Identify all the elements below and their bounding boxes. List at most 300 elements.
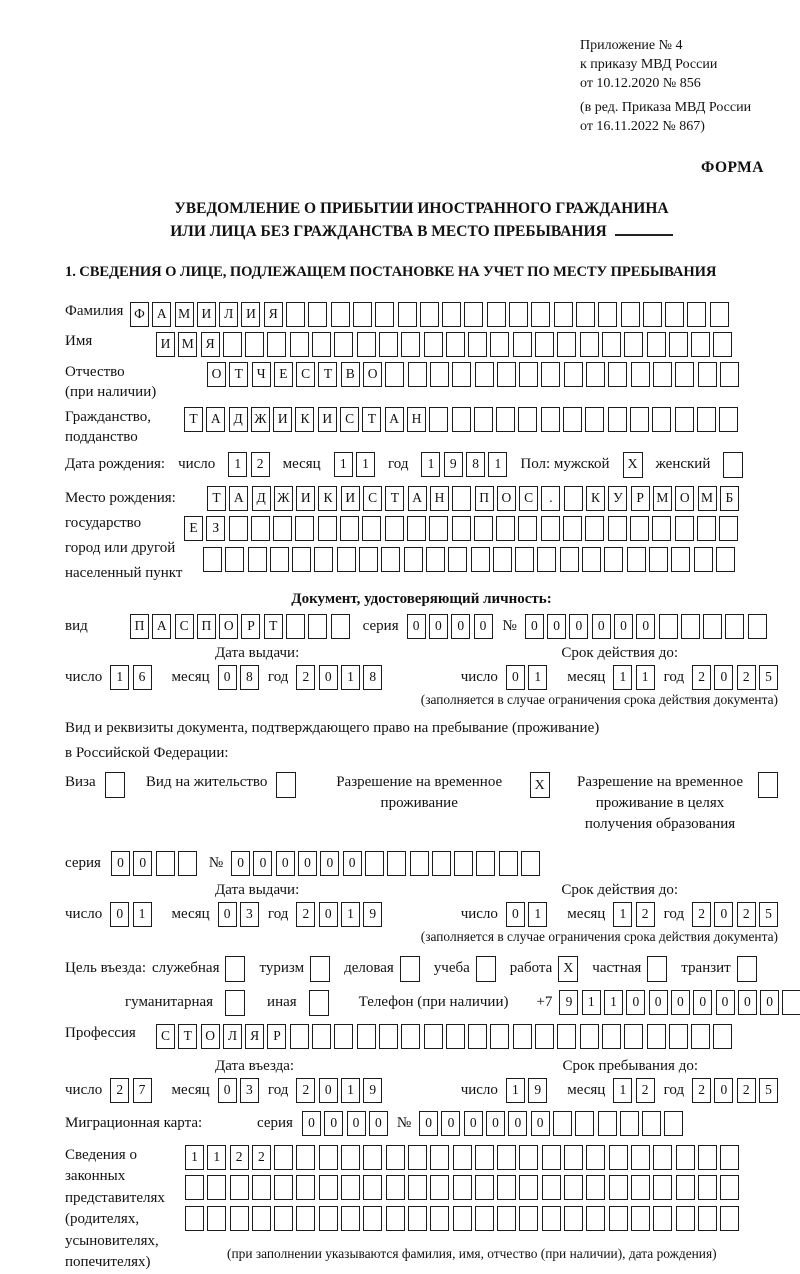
checkbox-residence-permit[interactable] <box>276 772 296 798</box>
char-cell[interactable] <box>341 1206 360 1231</box>
checkbox-private[interactable] <box>647 956 667 982</box>
char-cell[interactable]: Я <box>245 1024 264 1049</box>
char-cell[interactable] <box>725 614 744 639</box>
char-cell[interactable]: 0 <box>343 851 362 876</box>
char-cell[interactable]: М <box>175 302 194 327</box>
char-cell[interactable]: 5 <box>759 665 778 690</box>
char-cell[interactable] <box>408 1175 427 1200</box>
char-cell[interactable]: О <box>201 1024 220 1049</box>
char-cell[interactable] <box>493 547 512 572</box>
char-cell[interactable] <box>267 332 286 357</box>
char-cell[interactable]: 0 <box>531 1111 550 1136</box>
char-cell[interactable] <box>521 851 540 876</box>
char-cell[interactable] <box>429 516 448 541</box>
char-cell[interactable] <box>513 332 532 357</box>
char-cell[interactable]: 1 <box>528 902 547 927</box>
char-cell[interactable]: 2 <box>230 1145 249 1170</box>
char-cell[interactable] <box>381 547 400 572</box>
char-cell[interactable]: 0 <box>636 614 655 639</box>
char-cell[interactable]: Т <box>264 614 283 639</box>
char-cell[interactable] <box>292 547 311 572</box>
char-cell[interactable]: 1 <box>185 1145 204 1170</box>
char-cell[interactable] <box>387 851 406 876</box>
char-cell[interactable] <box>535 1024 554 1049</box>
char-cell[interactable]: В <box>341 362 360 387</box>
char-cell[interactable] <box>541 362 560 387</box>
char-cell[interactable]: 7 <box>133 1078 152 1103</box>
char-cell[interactable] <box>230 1206 249 1231</box>
char-cell[interactable] <box>609 1145 628 1170</box>
char-cell[interactable] <box>557 332 576 357</box>
char-cell[interactable] <box>631 1175 650 1200</box>
char-cell[interactable]: 0 <box>486 1111 505 1136</box>
char-cell[interactable]: С <box>519 486 538 511</box>
char-cell[interactable]: Ж <box>274 486 293 511</box>
doc-expiry-day-field[interactable] <box>506 665 547 690</box>
char-cell[interactable]: С <box>156 1024 175 1049</box>
char-cell[interactable]: Л <box>223 1024 242 1049</box>
char-cell[interactable]: 2 <box>296 1078 315 1103</box>
char-cell[interactable]: 2 <box>252 1145 271 1170</box>
char-cell[interactable] <box>363 1206 382 1231</box>
char-cell[interactable]: 0 <box>218 902 237 927</box>
doc-expiry-year-field[interactable] <box>692 665 778 690</box>
char-cell[interactable]: 1 <box>421 452 440 477</box>
char-cell[interactable]: О <box>497 486 516 511</box>
char-cell[interactable] <box>585 516 604 541</box>
char-cell[interactable]: 0 <box>525 614 544 639</box>
birth-place-field-line3[interactable] <box>203 547 735 572</box>
char-cell[interactable] <box>608 407 627 432</box>
char-cell[interactable]: О <box>675 486 694 511</box>
char-cell[interactable]: 0 <box>760 990 779 1015</box>
char-cell[interactable] <box>475 1145 494 1170</box>
char-cell[interactable]: 1 <box>207 1145 226 1170</box>
char-cell[interactable]: 0 <box>111 851 130 876</box>
char-cell[interactable] <box>468 1024 487 1049</box>
char-cell[interactable] <box>331 614 350 639</box>
char-cell[interactable] <box>564 362 583 387</box>
char-cell[interactable] <box>407 516 426 541</box>
char-cell[interactable] <box>647 1024 666 1049</box>
char-cell[interactable]: Ф <box>130 302 149 327</box>
char-cell[interactable] <box>442 302 461 327</box>
char-cell[interactable]: 0 <box>508 1111 527 1136</box>
char-cell[interactable]: Н <box>407 407 426 432</box>
char-cell[interactable] <box>518 516 537 541</box>
char-cell[interactable]: Т <box>385 486 404 511</box>
char-cell[interactable]: Т <box>318 362 337 387</box>
char-cell[interactable]: О <box>207 362 226 387</box>
char-cell[interactable] <box>286 614 305 639</box>
char-cell[interactable] <box>609 1175 628 1200</box>
char-cell[interactable]: 0 <box>419 1111 438 1136</box>
char-cell[interactable] <box>319 1175 338 1200</box>
char-cell[interactable]: 9 <box>528 1078 547 1103</box>
char-cell[interactable] <box>535 332 554 357</box>
char-cell[interactable] <box>609 1206 628 1231</box>
char-cell[interactable]: 0 <box>218 1078 237 1103</box>
char-cell[interactable] <box>649 547 668 572</box>
char-cell[interactable] <box>357 1024 376 1049</box>
stay-month-field[interactable] <box>613 1078 654 1103</box>
char-cell[interactable]: С <box>340 407 359 432</box>
representatives-field-line1[interactable] <box>185 1145 739 1170</box>
char-cell[interactable] <box>432 851 451 876</box>
char-cell[interactable]: Я <box>201 332 220 357</box>
char-cell[interactable]: 1 <box>582 990 601 1015</box>
char-cell[interactable]: Н <box>430 486 449 511</box>
char-cell[interactable] <box>430 362 449 387</box>
char-cell[interactable] <box>782 990 800 1015</box>
checkbox-tourism[interactable] <box>310 956 330 982</box>
doc-expiry-month-field[interactable] <box>613 665 654 690</box>
char-cell[interactable] <box>676 1206 695 1231</box>
char-cell[interactable] <box>223 332 242 357</box>
char-cell[interactable] <box>379 332 398 357</box>
char-cell[interactable] <box>296 1145 315 1170</box>
char-cell[interactable] <box>576 302 595 327</box>
char-cell[interactable] <box>319 1206 338 1231</box>
char-cell[interactable] <box>420 302 439 327</box>
char-cell[interactable] <box>564 1206 583 1231</box>
doc-issue-year-field[interactable] <box>296 665 382 690</box>
checkbox-business[interactable] <box>400 956 420 982</box>
given-name-field[interactable] <box>156 332 732 357</box>
char-cell[interactable] <box>156 851 175 876</box>
char-cell[interactable] <box>487 302 506 327</box>
char-cell[interactable] <box>229 516 248 541</box>
char-cell[interactable] <box>295 516 314 541</box>
char-cell[interactable]: А <box>152 614 171 639</box>
phone-field[interactable] <box>559 990 800 1015</box>
patronymic-field[interactable] <box>207 362 739 387</box>
char-cell[interactable] <box>608 516 627 541</box>
char-cell[interactable]: Ч <box>252 362 271 387</box>
char-cell[interactable]: С <box>296 362 315 387</box>
char-cell[interactable]: Т <box>207 486 226 511</box>
char-cell[interactable] <box>608 362 627 387</box>
char-cell[interactable]: 2 <box>296 902 315 927</box>
char-cell[interactable] <box>691 332 710 357</box>
char-cell[interactable]: 9 <box>444 452 463 477</box>
char-cell[interactable] <box>720 1175 739 1200</box>
char-cell[interactable] <box>542 1175 561 1200</box>
char-cell[interactable]: 2 <box>737 902 756 927</box>
char-cell[interactable] <box>446 332 465 357</box>
char-cell[interactable]: 0 <box>298 851 317 876</box>
char-cell[interactable] <box>694 547 713 572</box>
char-cell[interactable]: И <box>273 407 292 432</box>
char-cell[interactable] <box>560 547 579 572</box>
char-cell[interactable]: 1 <box>613 1078 632 1103</box>
char-cell[interactable] <box>290 1024 309 1049</box>
char-cell[interactable] <box>207 1175 226 1200</box>
char-cell[interactable] <box>497 362 516 387</box>
char-cell[interactable] <box>675 407 694 432</box>
char-cell[interactable] <box>497 1175 516 1200</box>
checkbox-transit[interactable] <box>737 956 757 982</box>
char-cell[interactable]: 0 <box>506 665 525 690</box>
char-cell[interactable] <box>334 1024 353 1049</box>
char-cell[interactable]: А <box>152 302 171 327</box>
char-cell[interactable] <box>401 1024 420 1049</box>
char-cell[interactable] <box>665 302 684 327</box>
char-cell[interactable] <box>424 1024 443 1049</box>
char-cell[interactable]: Я <box>264 302 283 327</box>
char-cell[interactable]: . <box>541 486 560 511</box>
char-cell[interactable] <box>671 547 690 572</box>
char-cell[interactable] <box>359 547 378 572</box>
citizenship-field[interactable] <box>184 407 738 432</box>
char-cell[interactable] <box>430 1175 449 1200</box>
char-cell[interactable]: А <box>229 486 248 511</box>
char-cell[interactable] <box>621 302 640 327</box>
char-cell[interactable] <box>386 1145 405 1170</box>
char-cell[interactable]: 0 <box>464 1111 483 1136</box>
char-cell[interactable] <box>490 1024 509 1049</box>
char-cell[interactable]: Р <box>241 614 260 639</box>
surname-field[interactable] <box>130 302 729 327</box>
char-cell[interactable] <box>653 1206 672 1231</box>
char-cell[interactable]: 2 <box>737 665 756 690</box>
char-cell[interactable] <box>476 851 495 876</box>
char-cell[interactable] <box>541 407 560 432</box>
char-cell[interactable] <box>653 1175 672 1200</box>
char-cell[interactable] <box>698 1206 717 1231</box>
birth-place-field-line1[interactable] <box>207 486 739 511</box>
doc-series-field[interactable] <box>407 614 493 639</box>
birth-day-field[interactable] <box>228 452 269 477</box>
char-cell[interactable] <box>474 516 493 541</box>
char-cell[interactable] <box>697 516 716 541</box>
char-cell[interactable] <box>452 516 471 541</box>
char-cell[interactable] <box>314 547 333 572</box>
char-cell[interactable]: С <box>175 614 194 639</box>
char-cell[interactable] <box>474 407 493 432</box>
char-cell[interactable] <box>604 547 623 572</box>
char-cell[interactable] <box>454 851 473 876</box>
char-cell[interactable] <box>408 1145 427 1170</box>
char-cell[interactable] <box>698 1175 717 1200</box>
char-cell[interactable] <box>513 1024 532 1049</box>
char-cell[interactable] <box>653 362 672 387</box>
char-cell[interactable] <box>602 1024 621 1049</box>
char-cell[interactable] <box>675 362 694 387</box>
char-cell[interactable] <box>178 851 197 876</box>
char-cell[interactable] <box>496 407 515 432</box>
char-cell[interactable] <box>586 362 605 387</box>
residence-expiry-month-field[interactable] <box>613 902 654 927</box>
char-cell[interactable] <box>519 1206 538 1231</box>
char-cell[interactable]: П <box>130 614 149 639</box>
char-cell[interactable]: 0 <box>276 851 295 876</box>
char-cell[interactable] <box>557 1024 576 1049</box>
char-cell[interactable]: 3 <box>240 902 259 927</box>
char-cell[interactable] <box>631 362 650 387</box>
char-cell[interactable] <box>185 1206 204 1231</box>
char-cell[interactable] <box>453 1145 472 1170</box>
char-cell[interactable]: 9 <box>363 1078 382 1103</box>
char-cell[interactable] <box>430 1206 449 1231</box>
char-cell[interactable]: Е <box>184 516 203 541</box>
char-cell[interactable]: 0 <box>649 990 668 1015</box>
char-cell[interactable]: Д <box>229 407 248 432</box>
char-cell[interactable] <box>676 1145 695 1170</box>
char-cell[interactable]: Ж <box>251 407 270 432</box>
char-cell[interactable] <box>582 547 601 572</box>
char-cell[interactable] <box>519 1175 538 1200</box>
char-cell[interactable]: И <box>341 486 360 511</box>
char-cell[interactable] <box>564 486 583 511</box>
char-cell[interactable]: М <box>178 332 197 357</box>
char-cell[interactable]: 1 <box>613 665 632 690</box>
char-cell[interactable] <box>270 547 289 572</box>
char-cell[interactable] <box>643 302 662 327</box>
char-cell[interactable] <box>318 516 337 541</box>
char-cell[interactable] <box>748 614 767 639</box>
char-cell[interactable] <box>401 332 420 357</box>
char-cell[interactable] <box>340 516 359 541</box>
char-cell[interactable] <box>203 547 222 572</box>
char-cell[interactable]: С <box>363 486 382 511</box>
char-cell[interactable] <box>542 1206 561 1231</box>
char-cell[interactable] <box>379 1024 398 1049</box>
char-cell[interactable] <box>385 516 404 541</box>
char-cell[interactable]: 9 <box>559 990 578 1015</box>
char-cell[interactable] <box>475 1175 494 1200</box>
char-cell[interactable]: 0 <box>716 990 735 1015</box>
char-cell[interactable] <box>446 1024 465 1049</box>
checkbox-temp-residence-education[interactable] <box>758 772 778 798</box>
char-cell[interactable]: 0 <box>110 902 129 927</box>
char-cell[interactable] <box>676 1175 695 1200</box>
char-cell[interactable] <box>669 332 688 357</box>
checkbox-male[interactable]: X <box>623 452 643 478</box>
char-cell[interactable] <box>363 1175 382 1200</box>
char-cell[interactable]: И <box>156 332 175 357</box>
entry-month-field[interactable] <box>218 1078 259 1103</box>
char-cell[interactable] <box>598 1111 617 1136</box>
char-cell[interactable]: А <box>385 407 404 432</box>
char-cell[interactable]: У <box>608 486 627 511</box>
char-cell[interactable] <box>452 407 471 432</box>
char-cell[interactable]: 0 <box>324 1111 343 1136</box>
char-cell[interactable] <box>586 1175 605 1200</box>
char-cell[interactable]: 9 <box>363 902 382 927</box>
char-cell[interactable]: 1 <box>488 452 507 477</box>
char-cell[interactable]: 2 <box>636 1078 655 1103</box>
char-cell[interactable] <box>453 1175 472 1200</box>
char-cell[interactable] <box>331 302 350 327</box>
char-cell[interactable] <box>631 1145 650 1170</box>
char-cell[interactable] <box>496 516 515 541</box>
char-cell[interactable]: К <box>586 486 605 511</box>
char-cell[interactable] <box>630 407 649 432</box>
char-cell[interactable] <box>245 332 264 357</box>
char-cell[interactable]: 0 <box>369 1111 388 1136</box>
char-cell[interactable] <box>541 516 560 541</box>
char-cell[interactable] <box>497 1145 516 1170</box>
char-cell[interactable] <box>468 332 487 357</box>
checkbox-study[interactable] <box>476 956 496 982</box>
entry-day-field[interactable] <box>110 1078 151 1103</box>
char-cell[interactable]: 1 <box>528 665 547 690</box>
char-cell[interactable]: 0 <box>302 1111 321 1136</box>
residence-series-field[interactable] <box>111 851 197 876</box>
char-cell[interactable]: 0 <box>592 614 611 639</box>
char-cell[interactable]: 0 <box>319 665 338 690</box>
profession-field[interactable] <box>156 1024 732 1049</box>
char-cell[interactable]: И <box>318 407 337 432</box>
char-cell[interactable] <box>713 1024 732 1049</box>
char-cell[interactable] <box>687 302 706 327</box>
char-cell[interactable] <box>334 332 353 357</box>
char-cell[interactable] <box>698 362 717 387</box>
char-cell[interactable]: 0 <box>671 990 690 1015</box>
char-cell[interactable] <box>341 1175 360 1200</box>
char-cell[interactable]: 1 <box>133 902 152 927</box>
doc-kind-field[interactable] <box>130 614 350 639</box>
char-cell[interactable] <box>499 851 518 876</box>
char-cell[interactable] <box>490 332 509 357</box>
char-cell[interactable] <box>296 1175 315 1200</box>
char-cell[interactable] <box>563 407 582 432</box>
char-cell[interactable] <box>424 332 443 357</box>
char-cell[interactable]: Е <box>274 362 293 387</box>
char-cell[interactable]: З <box>206 516 225 541</box>
char-cell[interactable] <box>586 1206 605 1231</box>
char-cell[interactable] <box>563 516 582 541</box>
char-cell[interactable]: 2 <box>692 665 711 690</box>
char-cell[interactable]: 0 <box>231 851 250 876</box>
checkbox-other[interactable] <box>309 990 329 1016</box>
char-cell[interactable] <box>675 516 694 541</box>
char-cell[interactable] <box>362 516 381 541</box>
char-cell[interactable] <box>720 1145 739 1170</box>
char-cell[interactable] <box>497 1206 516 1231</box>
checkbox-female[interactable] <box>723 452 743 478</box>
char-cell[interactable] <box>652 516 671 541</box>
char-cell[interactable] <box>375 302 394 327</box>
char-cell[interactable]: П <box>197 614 216 639</box>
char-cell[interactable]: 1 <box>356 452 375 477</box>
residence-expiry-year-field[interactable] <box>692 902 778 927</box>
residence-expiry-day-field[interactable] <box>506 902 547 927</box>
char-cell[interactable] <box>720 1206 739 1231</box>
char-cell[interactable] <box>575 1111 594 1136</box>
char-cell[interactable]: 1 <box>341 665 360 690</box>
char-cell[interactable] <box>286 302 305 327</box>
char-cell[interactable] <box>385 362 404 387</box>
char-cell[interactable]: 0 <box>218 665 237 690</box>
char-cell[interactable] <box>353 302 372 327</box>
char-cell[interactable] <box>252 1206 271 1231</box>
char-cell[interactable]: 2 <box>692 1078 711 1103</box>
char-cell[interactable]: 1 <box>604 990 623 1015</box>
char-cell[interactable] <box>274 1145 293 1170</box>
residence-issue-year-field[interactable] <box>296 902 382 927</box>
char-cell[interactable] <box>719 407 738 432</box>
char-cell[interactable] <box>631 1206 650 1231</box>
char-cell[interactable]: 8 <box>466 452 485 477</box>
char-cell[interactable]: П <box>475 486 494 511</box>
char-cell[interactable]: 0 <box>547 614 566 639</box>
char-cell[interactable] <box>319 1145 338 1170</box>
char-cell[interactable]: Т <box>362 407 381 432</box>
char-cell[interactable]: 0 <box>429 614 448 639</box>
char-cell[interactable]: 0 <box>714 1078 733 1103</box>
